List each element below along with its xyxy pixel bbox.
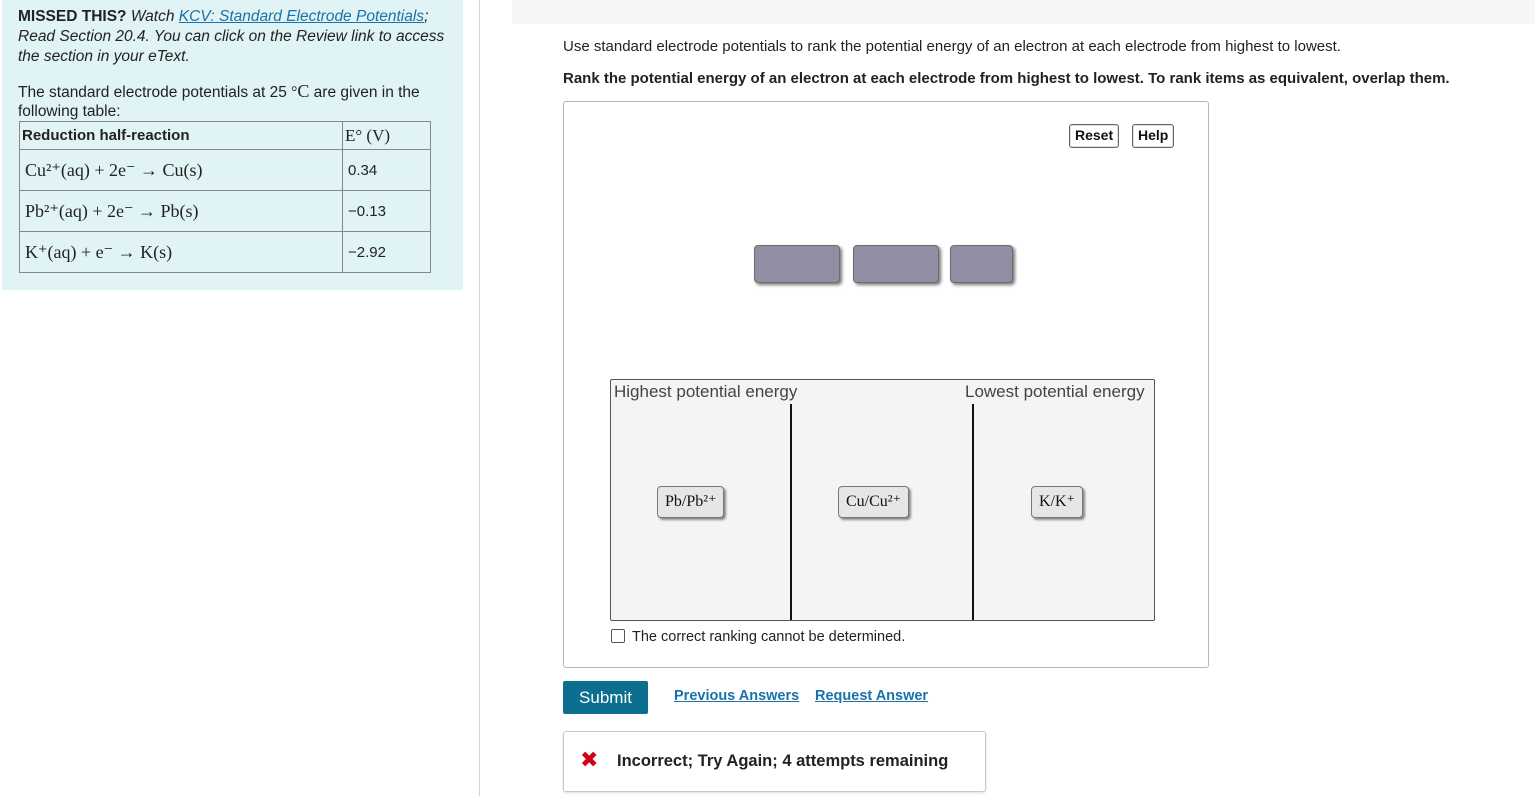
ranking-bin[interactable] [610, 379, 1155, 621]
reaction-cell: K⁺(aq) + e⁻ → K(s) [20, 232, 343, 273]
reset-button[interactable]: Reset [1069, 124, 1119, 148]
table-intro [18, 82, 452, 121]
potential-cell: −2.92 [343, 232, 431, 273]
ranked-item-k[interactable]: K/K⁺ [1031, 486, 1083, 518]
empty-item-slot[interactable] [950, 245, 1013, 283]
panel-divider [479, 0, 480, 796]
previous-answers-link[interactable]: Previous Answers [674, 688, 800, 704]
potential-cell: −0.13 [343, 191, 431, 232]
top-strip [512, 0, 1535, 24]
missed-label: MISSED THIS? [18, 8, 127, 25]
reaction-cell: Cu²⁺(aq) + 2e⁻ → Cu(s) [20, 150, 343, 191]
intro-pre: The standard electrode potentials at 25 [18, 84, 287, 101]
bin-label-lowest: Lowest potential energy [965, 382, 1145, 401]
feedback-message: Incorrect; Try Again; 4 attempts remaining [617, 752, 949, 770]
cannot-determine-label: The correct ranking cannot be determined. [632, 629, 906, 645]
electrode-potential-table [19, 121, 431, 273]
bin-separator [972, 404, 974, 620]
ranked-item-pb[interactable]: Pb/Pb²⁺ [657, 486, 724, 518]
intro-degree: ° [291, 84, 298, 101]
hint-text [18, 7, 452, 67]
incorrect-icon: ✖ [580, 747, 599, 772]
video-link[interactable]: KCV: Standard Electrode Potentials [178, 8, 425, 25]
ranking-widget [563, 101, 1209, 668]
feedback-box [563, 731, 986, 792]
table-row [20, 191, 431, 232]
request-answer-link[interactable]: Request Answer [815, 688, 929, 704]
watch-text: Watch [126, 8, 179, 25]
help-button[interactable]: Help [1132, 124, 1174, 148]
cannot-determine-checkbox[interactable] [611, 629, 625, 643]
table-row [20, 232, 431, 273]
reaction-cell: Pb²⁺(aq) + 2e⁻ → Pb(s) [20, 191, 343, 232]
header-reaction: Reduction half-reaction [20, 122, 343, 150]
hint-panel [2, 0, 463, 290]
submit-button[interactable]: Submit [563, 681, 648, 714]
header-potential: E° (V) [343, 122, 431, 150]
question-text: Use standard electrode potentials to rank the potential energy of an electron at each electrode from highest to lowest. [563, 38, 1341, 55]
intro-post: are given in the following table: [18, 84, 420, 120]
table-row [20, 150, 431, 191]
cannot-determine-row[interactable] [611, 629, 905, 645]
question-instruction: Rank the potential energy of an electron at each electrode from highest to lowest. To rank items as equivalent, overlap them. [563, 70, 1450, 87]
review-text: ; Read Section 20.4. You can click on the Review link to access the section in your eText. [18, 8, 445, 65]
empty-item-slot[interactable] [853, 245, 939, 283]
empty-item-slot[interactable] [754, 245, 840, 283]
bin-separator [790, 404, 792, 620]
ranked-item-cu[interactable]: Cu/Cu²⁺ [838, 486, 909, 518]
bin-label-highest: Highest potential energy [614, 382, 798, 401]
intro-celsius: C [297, 81, 310, 101]
potential-cell: 0.34 [343, 150, 431, 191]
table-header-row [20, 122, 431, 150]
